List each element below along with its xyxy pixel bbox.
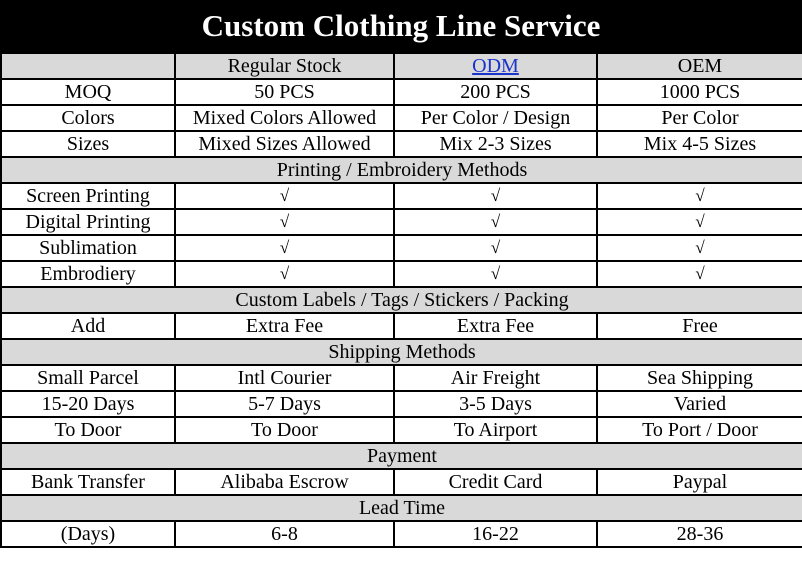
table-cell: Extra Fee: [394, 313, 597, 339]
section-title: Lead Time: [1, 495, 802, 521]
header-odm-link[interactable]: ODM: [394, 53, 597, 79]
row-label: Screen Printing: [1, 183, 175, 209]
section-printing-header: [1, 157, 802, 183]
table-cell: Extra Fee: [175, 313, 394, 339]
table-cell: 3-5 Days: [394, 391, 597, 417]
header-oem: OEM: [597, 53, 802, 79]
table-row-add: [1, 313, 802, 339]
table-cell: Free: [597, 313, 802, 339]
table-row-shipping-destination: [1, 417, 802, 443]
table-cell: 5-7 Days: [175, 391, 394, 417]
table-cell: Mix 4-5 Sizes: [597, 131, 802, 157]
table-cell: 6-8: [175, 521, 394, 547]
table-cell: Per Color: [597, 105, 802, 131]
section-labels-header: [1, 287, 802, 313]
table-row-shipping-days: [1, 391, 802, 417]
header-empty-cell: [1, 53, 175, 79]
table-cell: Mixed Sizes Allowed: [175, 131, 394, 157]
check-icon: √: [394, 183, 597, 209]
table-cell: Intl Courier: [175, 365, 394, 391]
table-cell: Small Parcel: [1, 365, 175, 391]
table-cell: To Door: [175, 417, 394, 443]
row-label: MOQ: [1, 79, 175, 105]
table-row-digital-printing: [1, 209, 802, 235]
row-label: (Days): [1, 521, 175, 547]
check-icon: √: [597, 183, 802, 209]
table-row-leadtime: [1, 521, 802, 547]
check-icon: √: [394, 235, 597, 261]
check-icon: √: [597, 209, 802, 235]
check-icon: √: [394, 261, 597, 287]
table-row-moq: [1, 79, 802, 105]
section-title: Payment: [1, 443, 802, 469]
row-label: Embrodiery: [1, 261, 175, 287]
row-label: Digital Printing: [1, 209, 175, 235]
table-cell: 200 PCS: [394, 79, 597, 105]
check-icon: √: [175, 183, 394, 209]
table-cell: 28-36: [597, 521, 802, 547]
row-label: Colors: [1, 105, 175, 131]
check-icon: √: [175, 235, 394, 261]
section-payment-header: [1, 443, 802, 469]
section-shipping-header: [1, 339, 802, 365]
check-icon: √: [394, 209, 597, 235]
page-title: Custom Clothing Line Service: [0, 0, 802, 52]
table-row-shipping-method: [1, 365, 802, 391]
table-row-sublimation: [1, 235, 802, 261]
table-cell: To Port / Door: [597, 417, 802, 443]
table-cell: Mix 2-3 Sizes: [394, 131, 597, 157]
row-label: Sizes: [1, 131, 175, 157]
section-title: Shipping Methods: [1, 339, 802, 365]
table-row-sizes: [1, 131, 802, 157]
table-cell: 1000 PCS: [597, 79, 802, 105]
check-icon: √: [597, 235, 802, 261]
table-cell: Bank Transfer: [1, 469, 175, 495]
table-cell: Sea Shipping: [597, 365, 802, 391]
table-cell: To Airport: [394, 417, 597, 443]
table-cell: 50 PCS: [175, 79, 394, 105]
check-icon: √: [597, 261, 802, 287]
table-cell: Mixed Colors Allowed: [175, 105, 394, 131]
table-row-screen-printing: [1, 183, 802, 209]
row-label: Sublimation: [1, 235, 175, 261]
table-cell: Varied: [597, 391, 802, 417]
table-cell: Per Color / Design: [394, 105, 597, 131]
row-label: Add: [1, 313, 175, 339]
section-title: Custom Labels / Tags / Stickers / Packing: [1, 287, 802, 313]
table-row-embroidery: [1, 261, 802, 287]
section-leadtime-header: [1, 495, 802, 521]
table-cell: Air Freight: [394, 365, 597, 391]
header-regular-stock: Regular Stock: [175, 53, 394, 79]
table-cell: 15-20 Days: [1, 391, 175, 417]
table-cell: To Door: [1, 417, 175, 443]
table-cell: Paypal: [597, 469, 802, 495]
check-icon: √: [175, 209, 394, 235]
table-cell: 16-22: [394, 521, 597, 547]
table-row-payment: [1, 469, 802, 495]
table-header-row: [1, 53, 802, 79]
table-row-colors: [1, 105, 802, 131]
check-icon: √: [175, 261, 394, 287]
table-cell: Credit Card: [394, 469, 597, 495]
service-table: [0, 52, 802, 548]
table-cell: Alibaba Escrow: [175, 469, 394, 495]
section-title: Printing / Embroidery Methods: [1, 157, 802, 183]
